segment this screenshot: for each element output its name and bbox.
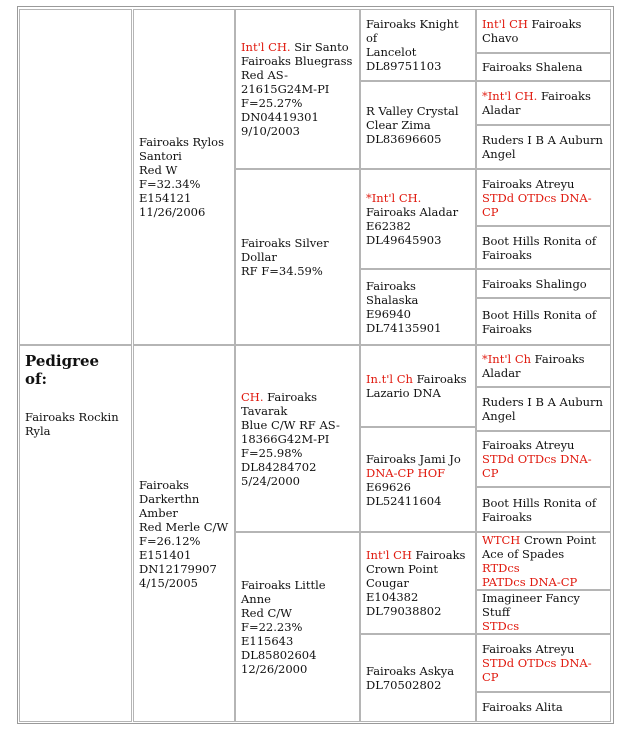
- gen4-cell-3: [476, 81, 611, 125]
- gen4-name-8: Boot Hills Ronita of Fairoaks: [482, 307, 597, 336]
- gen4-cell-7: [476, 269, 611, 298]
- gen4-name-2: Fairoaks Shalena: [482, 60, 583, 74]
- gen2-name-2: Fairoaks Silver Dollar RF F=34.59%: [241, 236, 329, 278]
- gen4-titles-after-14: STDcs: [482, 619, 520, 633]
- gen2-cell-3: [235, 345, 360, 532]
- gen3-name-3: Fairoaks Aladar E62382 DL49645903: [366, 205, 459, 247]
- gen2-cell-4: [235, 532, 360, 722]
- pedigree-heading: Pedigree of:: [25, 352, 100, 388]
- gen4-cell-12: [476, 487, 611, 532]
- gen4-cell-6: [476, 226, 611, 269]
- gen4-name-1: Fairoaks Chavo: [482, 17, 582, 45]
- gen2-title-1: Int'l CH.: [241, 40, 291, 54]
- gen3-cell-5: [360, 345, 476, 427]
- gen3-titles-after-6: DNA-CP HOF: [366, 465, 446, 480]
- gen4-cell-15: [476, 634, 611, 692]
- gen4-name-7: Fairoaks Shalingo: [482, 276, 587, 291]
- gen3-cell-7: [360, 532, 476, 634]
- gen4-name-16: Fairoaks Alita: [482, 700, 563, 714]
- gen3-name-7: Fairoaks Crown Point Cougar E104382 DL79038802: [366, 548, 466, 618]
- gen3-name-1: Fairoaks Knight of Lancelot DL89751103: [366, 17, 459, 73]
- gen4-cell-4: [476, 125, 611, 169]
- gen3-name-8: Fairoaks Askya DL70502802: [366, 664, 455, 692]
- gen2-name-1: Sir Santo Fairoaks Bluegrass Red AS- 21615G24M-PI F=25.27% DN04419301 9/10/2003: [241, 40, 353, 138]
- gen4-cell-11: [476, 431, 611, 487]
- gen3-tail-6: E69626 DL52411604: [366, 479, 442, 508]
- gen4-cell-2: [476, 53, 611, 81]
- gen3-cell-4: [360, 269, 476, 345]
- gen3-title-5: In.t'l Ch: [366, 372, 413, 386]
- gen4-name-11: Fairoaks Atreyu: [482, 438, 575, 452]
- gen4-name-10: Ruders I B A Auburn Angel: [482, 395, 603, 423]
- gen4-name-5: Fairoaks Atreyu: [482, 176, 575, 191]
- gen3-name-6: Fairoaks Jami Jo: [366, 451, 461, 466]
- gen3-title-3: *Int'l CH.: [366, 191, 422, 205]
- gen4-titles-after-5: STDd OTDcs DNA- CP: [482, 190, 592, 219]
- gen3-name-2: R Valley Crystal Clear Zima DL83696605: [366, 104, 459, 146]
- gen4-cell-8: [476, 298, 611, 345]
- gen4-name-12: Boot Hills Ronita of Fairoaks: [482, 495, 597, 524]
- dam-name: Fairoaks Darkerthn Amber Red Merle C/W F=26.12% E151401 DN12179907 4/15/2005: [139, 477, 229, 590]
- gen4-cell-5: [476, 169, 611, 226]
- dam-cell: [133, 345, 235, 722]
- gen4-cell-10: [476, 387, 611, 431]
- gen4-title-9: *Int'l Ch: [482, 352, 532, 366]
- sire-name: Fairoaks Rylos Santori Red W F=32.34% E154121 11/26/2006: [139, 135, 224, 219]
- gen3-cell-3: [360, 169, 476, 269]
- gen3-title-7: Int'l CH: [366, 548, 412, 562]
- gen2-name-4: Fairoaks Little Anne Red C/W F=22.23% E115643 DL85802604 12/26/2000: [241, 578, 326, 676]
- gen3-name-4: Fairoaks Shalaska E96940 DL74135901: [366, 279, 442, 335]
- gen3-cell-6: [360, 427, 476, 532]
- gen4-cell-9: [476, 345, 611, 387]
- subject-cell: [19, 345, 132, 722]
- gen3-cell-2: [360, 81, 476, 169]
- gen4-cell-16: [476, 692, 611, 722]
- gen4-cell-1: [476, 9, 611, 53]
- gen4-cell-14: [476, 590, 611, 634]
- gen4-title-1: Int'l CH: [482, 17, 528, 31]
- gen4-titles-after-15: STDd OTDcs DNA- CP: [482, 656, 592, 684]
- gen4-name-4: Ruders I B A Auburn Angel: [482, 133, 603, 161]
- gen4-titles-after-11: STDd OTDcs DNA- CP: [482, 452, 592, 480]
- subject-name: Fairoaks Rockin Ryla: [25, 410, 119, 438]
- gen4-name-14: Imagineer Fancy Stuff: [482, 591, 580, 619]
- gen4-name-15: Fairoaks Atreyu: [482, 642, 575, 656]
- gen4-name-9: Fairoaks Aladar: [482, 352, 585, 380]
- gen4-title-3: *Int'l CH.: [482, 89, 538, 103]
- gen2-cell-2: [235, 169, 360, 345]
- gen4-name-3: Fairoaks Aladar: [482, 89, 591, 117]
- subject-top-blank: [19, 9, 132, 345]
- gen3-cell-8: [360, 634, 476, 722]
- gen2-name-3: Fairoaks Tavarak Blue C/W RF AS- 18366G42M-PI F=25.98% DL84284702 5/24/2000: [241, 389, 340, 488]
- gen2-title-3: CH.: [241, 389, 264, 404]
- gen4-name-6: Boot Hills Ronita of Fairoaks: [482, 233, 597, 262]
- gen2-cell-1: [235, 9, 360, 169]
- gen4-title-13: WTCH: [482, 533, 521, 547]
- gen3-name-5: Fairoaks Lazario DNA: [366, 372, 467, 400]
- sire-cell: [133, 9, 235, 345]
- gen4-name-13: Crown Point Ace of Spades: [482, 533, 597, 561]
- gen4-titles-after-13: RTDcs PATDcs DNA-CP: [482, 561, 578, 589]
- gen3-cell-1: [360, 9, 476, 81]
- gen4-cell-13: [476, 532, 611, 590]
